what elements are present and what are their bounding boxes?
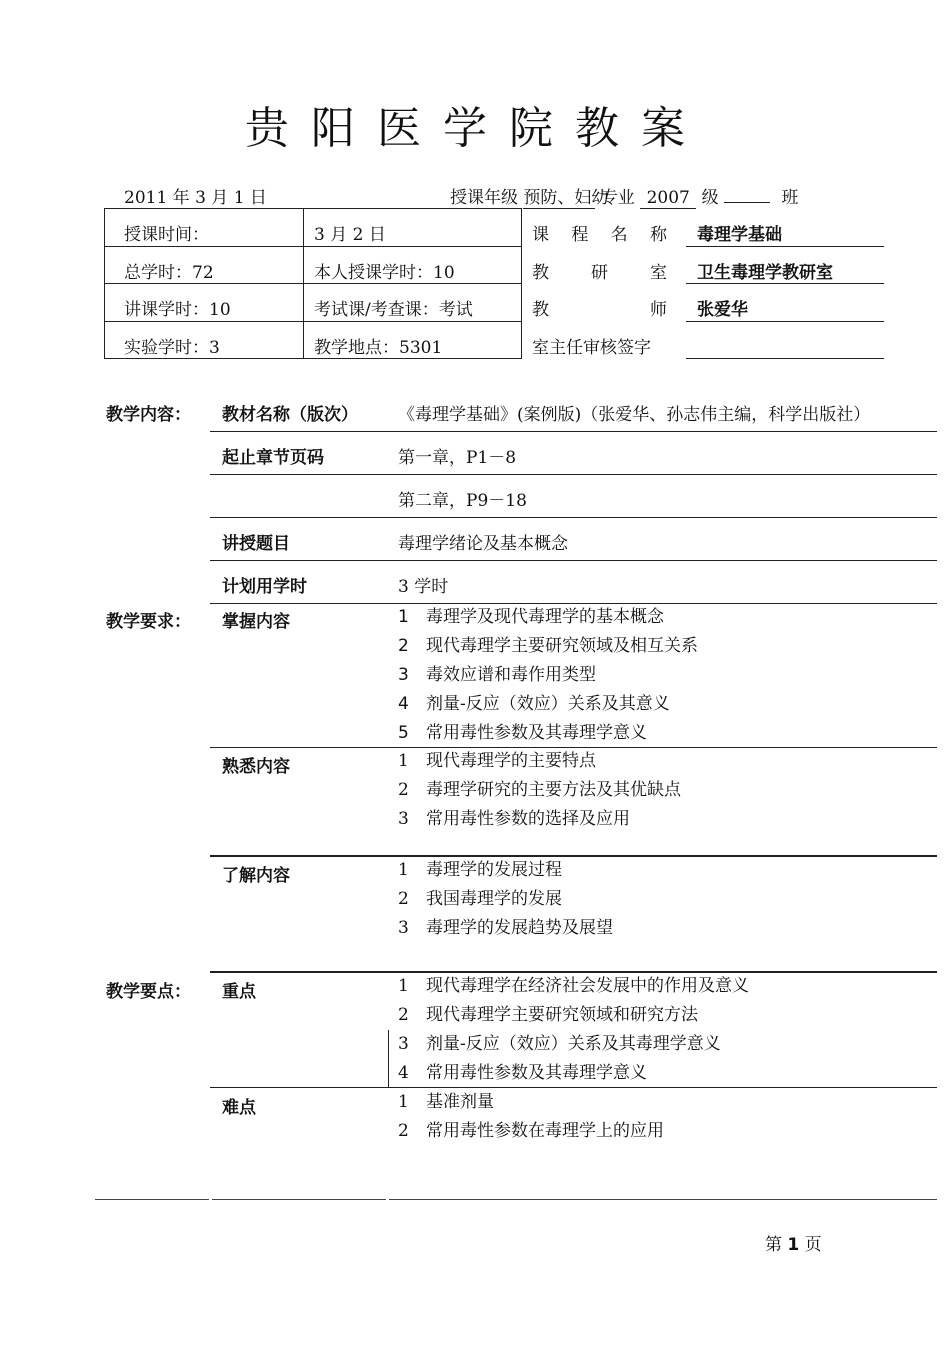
list-item: 1 毒理学的发展过程 xyxy=(398,860,562,880)
topic-value: 毒理学绪论及基本概念 xyxy=(398,534,568,554)
grade-line xyxy=(450,183,798,209)
list-item: 2 现代毒理学主要研究领域及相互关系 xyxy=(398,636,698,656)
list-item: 2 现代毒理学主要研究领域和研究方法 xyxy=(398,1005,698,1025)
list-item: 5 常用毒性参数及其毒理学意义 xyxy=(398,723,647,743)
year-value: 2007 xyxy=(640,188,696,209)
page-title: 贵阳医学院教案 xyxy=(245,103,707,154)
dept-label: 教 研 室 xyxy=(532,263,667,283)
list-item: 2 毒理学研究的主要方法及其优缺点 xyxy=(398,780,681,800)
level-label: 级 xyxy=(701,188,719,208)
hours-value: 3 学时 xyxy=(398,577,449,597)
list-item: 4 剂量-反应（效应）关系及其意义 xyxy=(398,694,670,714)
familiar-label: 熟悉内容 xyxy=(222,757,290,777)
difficult-label: 难点 xyxy=(222,1098,256,1118)
topic-label: 讲授题目 xyxy=(222,534,290,554)
dept-name: 卫生毒理学教研室 xyxy=(697,263,833,283)
list-item: 3 毒效应谱和毒作用类型 xyxy=(398,665,596,685)
course-name-label: 课 程 名 称 xyxy=(532,225,667,245)
content-section-label: 教学内容： xyxy=(106,405,191,425)
date: 2011 年 3 月 1 日 xyxy=(124,188,267,208)
key-label: 重点 xyxy=(222,982,256,1002)
grade-value: 预防、妇幼 xyxy=(523,183,595,209)
list-item: 3 常用毒性参数的选择及应用 xyxy=(398,809,630,829)
info-cell: 总学时：72 xyxy=(124,263,214,283)
understand-label: 了解内容 xyxy=(222,866,290,886)
info-cell: 讲课学时：10 xyxy=(124,300,231,320)
difficult-list xyxy=(398,1088,664,1146)
hours-label: 计划用学时 xyxy=(222,577,307,597)
list-item: 4 常用毒性参数及其毒理学意义 xyxy=(398,1063,647,1083)
page-number: 第 1 页 xyxy=(765,1235,822,1255)
understand-list xyxy=(398,856,613,943)
familiar-list xyxy=(398,747,681,834)
list-item: 3 毒理学的发展趋势及展望 xyxy=(398,918,613,938)
list-item: 1 基准剂量 xyxy=(398,1092,494,1112)
major-label: 专业 xyxy=(600,188,635,208)
teacher-name: 张爱华 xyxy=(697,300,748,320)
info-cell: 考试课/考查课：考试 xyxy=(314,300,473,320)
class-label: 班 xyxy=(781,188,799,208)
pages-label: 起止章节页码 xyxy=(222,448,324,468)
textbook-label: 教材名称（版次） xyxy=(222,405,358,425)
list-item: 1 毒理学及现代毒理学的基本概念 xyxy=(398,607,664,627)
info-cell: 教学地点：5301 xyxy=(314,338,443,358)
requirements-section-label: 教学要求： xyxy=(106,612,191,632)
pages-value: 第二章，P9－18 xyxy=(398,491,527,511)
list-item: 3 剂量-反应（效应）关系及其毒理学意义 xyxy=(398,1034,721,1054)
list-item: 1 现代毒理学在经济社会发展中的作用及意义 xyxy=(398,976,749,996)
review-label: 室主任审核签字 xyxy=(532,338,651,358)
keypoints-section-label: 教学要点： xyxy=(106,982,191,1002)
info-cell: 本人授课学时：10 xyxy=(314,263,455,283)
course-name: 毒理学基础 xyxy=(697,225,782,245)
textbook-value: 《毒理学基础》(案例版)（张爱华、孙志伟主编，科学出版社） xyxy=(398,405,871,425)
info-cell: 授课时间： xyxy=(124,225,209,245)
list-item: 2 常用毒性参数在毒理学上的应用 xyxy=(398,1121,664,1141)
class-value xyxy=(724,202,770,203)
pages-value: 第一章，P1－8 xyxy=(398,448,517,468)
list-item: 1 现代毒理学的主要特点 xyxy=(398,751,596,771)
info-cell: 实验学时：3 xyxy=(124,338,220,358)
key-list xyxy=(398,972,749,1088)
master-list xyxy=(398,603,698,748)
grade-label: 授课年级 xyxy=(450,188,518,208)
master-label: 掌握内容 xyxy=(222,612,290,632)
info-cell: 3 月 2 日 xyxy=(314,225,386,245)
teacher-label: 教 师 xyxy=(532,300,667,320)
list-item: 2 我国毒理学的发展 xyxy=(398,889,562,909)
